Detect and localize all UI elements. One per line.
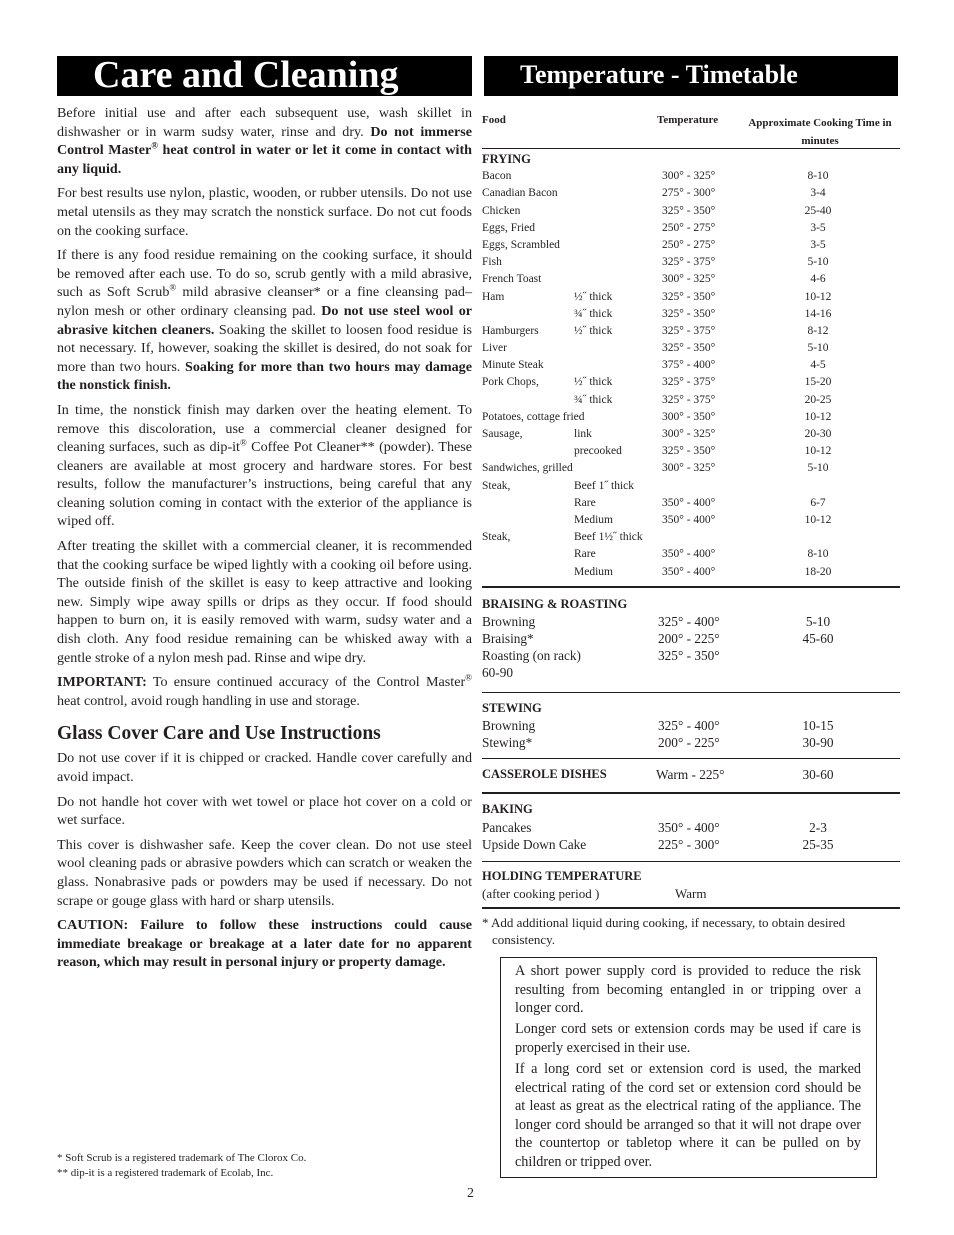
time-cell: 25-40: [804, 204, 832, 217]
temperature-cell: 350° - 400°: [658, 819, 720, 835]
food-cell: Sausage,: [482, 428, 523, 440]
time-cell: 5-10: [807, 256, 829, 269]
table-footnote-line-1: * Add additional liquid during cooking, if necessary, to obtain desired: [482, 915, 846, 930]
discoloration-text-2: Coffee Pot Cleaner** (powder). These cleaners are available at most grocery and hardware stores. For best results, follow the manufacturer’s instructions, being careful that any cleaning solution coming in contact with the exterior of the appliance is wiped off.: [57, 439, 473, 530]
table-row: [482, 409, 900, 426]
time-cell: 45-60: [802, 631, 834, 647]
table-row: [482, 495, 900, 512]
registered-mark: ®: [465, 672, 472, 683]
temperature-cell: 375° - 400°: [662, 359, 716, 372]
table-row: [482, 340, 900, 357]
table-row: [482, 836, 900, 853]
food-cell: Hamburgers: [482, 324, 539, 337]
table-row: [482, 734, 900, 751]
power-cord-notice: [500, 957, 877, 1178]
time-cell: 4-6: [810, 273, 826, 286]
important-paragraph: [57, 673, 472, 710]
table-row: [482, 443, 900, 460]
food-cell: Bacon: [482, 170, 512, 183]
food-cell: Canadian Bacon: [482, 187, 558, 200]
table-row: [482, 529, 900, 546]
food-cell: Braising*: [482, 631, 534, 647]
food-cell: Ham: [482, 290, 505, 303]
glass-dishwasher-paragraph: This cover is dishwasher safe. Keep the cover clean. Do not use steel wool cleaning pads or abrasive powders which can scratch or weaken the glass. Nonabrasive pads or powders may be used if necessary. Do not scrape or gouge glass with hard or sharp utensils.: [57, 836, 472, 909]
table-row: [482, 254, 900, 271]
detail-cell: Rare: [574, 496, 596, 509]
holding-subtitle: (after cooking period ): [482, 886, 600, 902]
table-footnote-line-2: consistency.: [492, 932, 556, 947]
detail-cell: Beef 1˝ thick: [574, 479, 635, 492]
immerse-warning-text-2: heat control in water or let it come in contact with any liquid.: [57, 142, 472, 177]
temperature-cell: 350° - 400°: [662, 548, 716, 561]
steel-wool-warning: Do not use steel wool or abrasive kitchen cleaners.: [57, 302, 472, 338]
food-cell: Minute Steak: [482, 359, 544, 372]
temperature-cell: 325° - 350°: [662, 307, 716, 320]
residue-text-2: mild abrasive cleanser* or a fine cleansing pad–nylon mesh or other ordinary cleansing pad.: [57, 284, 472, 319]
time-cell: 6-7: [810, 496, 826, 509]
food-cell: Upside Down Cake: [482, 836, 587, 852]
time-cell: 5-10: [807, 462, 829, 475]
food-residue-paragraph: [57, 246, 472, 395]
table-row: [482, 374, 900, 391]
holding-title: HOLDING TEMPERATURE: [482, 868, 642, 883]
table-row: [482, 237, 900, 254]
baking-title: BAKING: [482, 802, 533, 817]
temperature-cell: 325° - 350°: [662, 342, 716, 355]
table-row: [482, 306, 900, 323]
detail-cell: ¾˝ thick: [574, 393, 613, 406]
section-title-row: [482, 801, 900, 818]
temperature-cell: 200° - 225°: [658, 631, 720, 647]
casserole-temp: Warm - 225°: [656, 767, 725, 783]
food-cell: Pork Chops,: [482, 376, 539, 389]
temperature-cell: 325° - 375°: [662, 256, 716, 269]
table-row: [482, 717, 900, 734]
care-cleaning-banner: [57, 56, 472, 96]
soaking-warning: Soaking for more than two hours may damage the nonstick finish.: [57, 358, 472, 394]
time-cell: 10-15: [802, 717, 834, 733]
temperature-cell: 225° - 300°: [658, 836, 720, 852]
temperature-cell: 200° - 225°: [658, 735, 720, 750]
table-row: [482, 512, 900, 529]
temperature-cell: 325° - 400°: [658, 613, 720, 629]
casserole-time: 30-60: [802, 767, 834, 783]
casserole-section: [482, 759, 900, 792]
temperature-cell: 250° - 275°: [662, 238, 716, 251]
immerse-warning-text: Do not immerse Control Master: [57, 123, 473, 159]
cord-paragraph-2: Longer cord sets or extension cords may be used if care is properly exercised in their use.: [515, 1021, 861, 1056]
time-cell: 5-10: [807, 342, 829, 355]
cord-paragraph-1: A short power supply cord is provided to reduce the risk resulting from becoming entangled in or tripping over a longer cord.: [515, 963, 861, 1017]
detail-cell: ½˝ thick: [574, 324, 613, 337]
footnote-dip-it: ** dip-it is a registered trademark of Ecolab, Inc.: [57, 1167, 274, 1179]
food-cell: Chicken: [482, 204, 521, 217]
frying-rows: [482, 168, 900, 581]
baking-rows: [482, 819, 900, 853]
important-text-2: heat control, avoid rough handling in use and storage.: [57, 692, 360, 709]
detail-cell: Rare: [574, 548, 596, 561]
table-row: [482, 766, 900, 783]
time-cell: 10-12: [804, 410, 832, 423]
time-cell: 15-20: [804, 376, 832, 389]
time-cell: 10-12: [804, 290, 832, 303]
temperature-cell: 250° - 275°: [662, 221, 716, 234]
important-label: IMPORTANT:: [57, 674, 147, 691]
header-food: Food: [482, 114, 506, 126]
time-cell: 4-5: [810, 359, 826, 372]
food-cell: Steak,: [482, 531, 511, 544]
section-title-row: [482, 868, 900, 885]
time-cell: 8-10: [807, 170, 829, 183]
temperature-cell: 300° - 325°: [662, 170, 716, 183]
food-cell: Steak,: [482, 479, 511, 492]
food-cell: Liver: [482, 342, 507, 355]
time-cell: 8-12: [807, 324, 829, 337]
temperature-cell: 325° - 350°: [662, 204, 716, 217]
discoloration-paragraph: [57, 401, 472, 531]
food-cell: Potatoes, cottage fried: [482, 410, 585, 423]
food-cell: 60-90: [482, 665, 514, 681]
time-cell: 30-90: [802, 735, 834, 750]
table-row: [482, 819, 900, 836]
registered-mark: ®: [169, 282, 177, 293]
holding-temp: Warm: [675, 886, 707, 902]
food-cell: Browning: [482, 613, 536, 629]
section-title-row: [482, 151, 900, 168]
food-cell: Eggs, Fried: [482, 221, 536, 234]
food-cell: French Toast: [482, 273, 542, 286]
table-row: [482, 630, 900, 647]
frying-title: FRYING: [482, 152, 531, 166]
braising-section: [482, 588, 900, 682]
time-cell: 2-3: [809, 819, 827, 835]
table-row: [482, 647, 900, 664]
temperature-cell: 325° - 350°: [658, 648, 720, 664]
time-cell: 3-5: [810, 238, 826, 251]
section-title-row: [482, 596, 900, 613]
table-row: [482, 564, 900, 581]
temperature-cell: 325° - 375°: [662, 376, 716, 389]
time-cell: 25-35: [802, 836, 834, 852]
residue-text-3: Soaking the skillet to loosen food residue is not necessary. If, however, soaking the skillet is desired, do not soak for more than two hours.: [57, 321, 472, 375]
trademark-footnotes: [57, 1151, 306, 1181]
table-row: [482, 546, 900, 563]
food-cell: Eggs, Scrambled: [482, 238, 560, 251]
table-row: [482, 885, 900, 902]
time-cell: 3-5: [810, 221, 826, 234]
section-divider: [482, 907, 900, 909]
temperature-cell: 275° - 300°: [662, 187, 716, 200]
table-row: [482, 185, 900, 202]
stewing-rows: [482, 717, 900, 751]
braising-title: BRAISING & ROASTING: [482, 596, 628, 611]
page-title: Care and Cleaning: [93, 54, 399, 96]
detail-cell: Beef 1½˝ thick: [574, 531, 643, 544]
time-cell: 20-25: [804, 393, 832, 406]
food-cell: Roasting (on rack): [482, 648, 581, 664]
cord-paragraph-3: If a long cord set or extension cord is used, the marked electrical rating of the cord set or extension cord should be at least as great as the electrical rating of the appliance. The longer cord should be arranged so that it will not drape over the countertop or tabletop where it can be pulled on by children or tripped over.: [515, 1060, 861, 1170]
temperature-timetable: [482, 111, 900, 909]
table-row: [482, 392, 900, 409]
time-cell: 5-10: [805, 613, 831, 629]
temperature-cell: 350° - 400°: [662, 513, 716, 526]
braising-rows: [482, 613, 900, 682]
detail-cell: ½˝ thick: [574, 376, 613, 389]
glass-cover-heading: Glass Cover Care and Use Instructions: [57, 723, 381, 745]
temperature-cell: 325° - 375°: [662, 324, 716, 337]
table-row: [482, 664, 900, 681]
table-footnote: [482, 914, 898, 948]
time-cell: 10-12: [804, 513, 832, 526]
discoloration-text-1: In time, the nonstick finish may darken over the heating element. To remove this discoloration, use a commercial cleaner designed for cleaning surfaces, such as dip-it: [57, 401, 472, 456]
time-cell: 10-12: [804, 445, 832, 458]
time-cell: 20-30: [804, 428, 832, 440]
glass-hot-cover-paragraph: Do not handle hot cover with wet towel or place hot cover on a cold or wet surface.: [57, 793, 472, 829]
wash-text: Before initial use and after each subsequent use, wash skillet in dishwasher or in warm sudsy water, rinse and dry.: [57, 105, 472, 140]
footnote-soft-scrub: * Soft Scrub is a registered trademark of The Clorox Co.: [57, 1152, 307, 1164]
stewing-title: STEWING: [482, 700, 542, 715]
table-row: [482, 203, 900, 220]
detail-cell: precooked: [574, 445, 622, 458]
header-cooking-time: Approximate Cooking Time in minutes: [748, 117, 892, 147]
detail-cell: Medium: [574, 565, 613, 578]
temperature-cell: 300° - 325°: [662, 462, 716, 475]
temperature-cell: 300° - 325°: [662, 273, 716, 286]
registered-mark: ®: [239, 437, 247, 448]
food-cell: Fish: [482, 256, 502, 269]
time-cell: 18-20: [804, 565, 832, 578]
time-cell: 3-4: [810, 187, 826, 200]
food-cell: Browning: [482, 717, 536, 733]
temperature-cell: 300° - 325°: [662, 428, 716, 440]
food-cell: Pancakes: [482, 819, 532, 835]
wash-paragraph: [57, 104, 472, 178]
table-row: [482, 168, 900, 185]
casserole-title: CASSEROLE DISHES: [482, 767, 607, 782]
baking-section: [482, 794, 900, 853]
temperature-cell: 325° - 350°: [662, 445, 716, 458]
residue-text-1: If there is any food residue remaining on the cooking surface, it should be removed after each use. To do so, scrub gently with a mild abrasive, such as Soft Scrub: [57, 247, 472, 301]
glass-chipped-paragraph: Do not use cover if it is chipped or cracked. Handle cover carefully and avoid impact.: [57, 750, 472, 785]
header-temperature: Temperature: [657, 114, 719, 126]
utensils-paragraph: For best results use nylon, plastic, wooden, or rubber utensils. Do not use metal utensils as they may scratch the nonstick surface. Do not cut foods on the cooking surface.: [57, 185, 472, 239]
care-cleaning-column: [57, 104, 472, 978]
detail-cell: Medium: [574, 513, 613, 526]
temperature-cell: 325° - 375°: [662, 393, 716, 406]
page-number: 2: [467, 1186, 474, 1201]
caution-paragraph: [57, 916, 472, 972]
important-text-1: To ensure continued accuracy of the Control Master: [146, 674, 466, 691]
temperature-cell: 325° - 400°: [658, 717, 720, 733]
frying-section: [482, 151, 900, 581]
caution-text: CAUTION: Failure to follow these instructions could cause immediate breakage or breakage at a later date for no apparent reason, which may result in personal injury or property damage.: [57, 917, 472, 971]
table-row: [482, 426, 900, 443]
temperature-cell: 350° - 400°: [662, 496, 716, 509]
timetable-title: Temperature - Timetable: [520, 60, 798, 89]
after-treating-paragraph: After treating the skillet with a commercial cleaner, it is recommended that the cooking surface be wiped lightly with a cooking oil before using. The outside finish of the skillet is easy to keep attractive and looking new. Simply wipe away spills or drips as they occur. If food should happen to burn on, it is easily removed with warm, sudsy water and a dish cloth. Any food residue remaining can be whisked away with a gentle stroke of a nylon mesh pad. Rinse and wipe dry.: [57, 538, 472, 666]
table-row: [482, 220, 900, 237]
section-title-row: [482, 700, 900, 717]
time-cell: 14-16: [804, 307, 832, 320]
detail-cell: link: [574, 428, 592, 440]
table-row: [482, 357, 900, 374]
timetable-banner: [484, 56, 898, 96]
table-row: [482, 289, 900, 306]
detail-cell: ½˝ thick: [574, 290, 613, 303]
stewing-section: [482, 693, 900, 752]
temperature-cell: 300° - 350°: [662, 410, 716, 423]
food-cell: Stewing*: [482, 735, 533, 750]
table-row: [482, 478, 900, 495]
detail-cell: ¾˝ thick: [574, 307, 613, 320]
food-cell: Sandwiches, grilled: [482, 462, 573, 475]
table-row: [482, 323, 900, 340]
table-header: [482, 111, 900, 149]
table-row: [482, 460, 900, 477]
time-cell: 8-10: [807, 548, 829, 561]
table-row: [482, 613, 900, 630]
table-row: [482, 271, 900, 288]
registered-mark: ®: [151, 140, 158, 151]
temperature-cell: 350° - 400°: [662, 565, 716, 578]
holding-section: [482, 862, 900, 907]
temperature-cell: 325° - 350°: [662, 290, 716, 303]
